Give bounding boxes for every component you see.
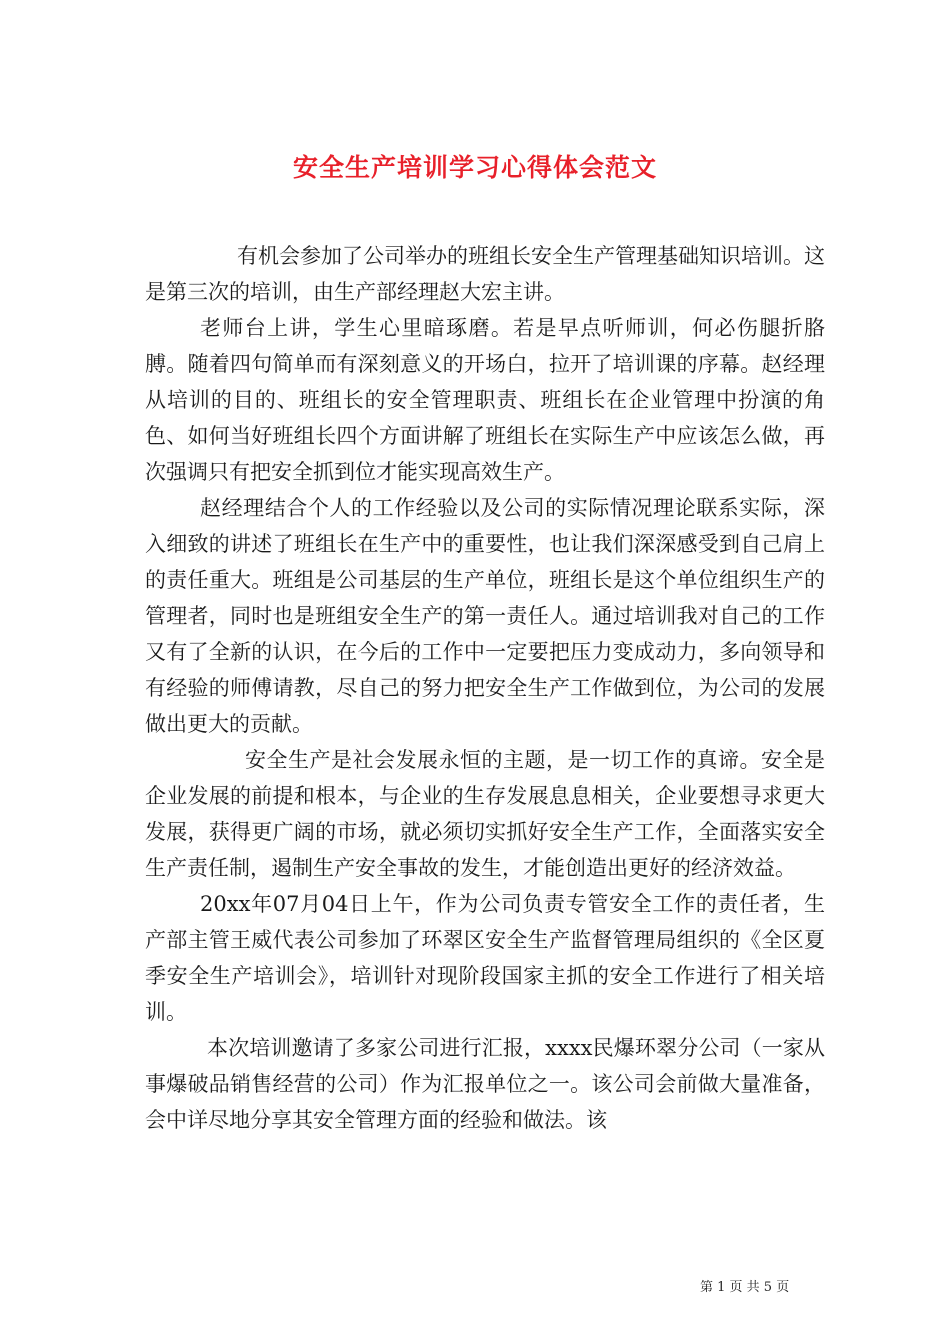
document-title: 安全生产培训学习心得体会范文 <box>292 152 657 182</box>
document-body <box>145 238 825 1138</box>
paragraph-3: 赵经理结合个人的工作经验以及公司的实际情况理论联系实际，深入细致的讲述了班组长在生产中的重要性，也让我们深深感受到自己肩上的责任重大。班组是公司基层的生产单位，班组长是这个单位组织生产的管理者，同时也是班组安全生产的第一责任人。通过培训我对自己的工作又有了全新的认识，在今后的工作中一定要把压力变成动力，多向领导和有经验的师傅请教，尽自己的努力把安全生产工作做到位，为公司的发展做出更大的贡献。 <box>145 496 825 736</box>
paragraph-1: 有机会参加了公司举办的班组长安全生产管理基础知识培训。这是第三次的培训，由生产部经理赵大宏主讲。 <box>145 244 825 304</box>
paragraph-4: 安全生产是社会发展永恒的主题，是一切工作的真谛。安全是企业发展的前提和根本，与企业的生存发展息息相关，企业要想寻求更大发展，获得更广阔的市场，就必须切实抓好安全生产工作，全面落实安全生产责任制，遏制生产安全事故的发生，才能创造出更好的经济效益。 <box>145 748 825 880</box>
paragraph-2: 老师台上讲，学生心里暗琢磨。若是早点听师训，何必伤腿折胳膊。随着四句简单而有深刻意义的开场白，拉开了培训课的序幕。赵经理从培训的目的、班组长的安全管理职责、班组长在企业管理中扮演的角色、如何当好班组长四个方面讲解了班组长在实际生产中应该怎么做，再次强调只有把安全抓到位才能实现高效生产。 <box>145 316 825 484</box>
page-number-footer: 第 1 页 共 5 页 <box>700 1280 790 1295</box>
paragraph-6: 本次培训邀请了多家公司进行汇报，xxxx民爆环翠分公司（一家从事爆破品销售经营的公司）作为汇报单位之一。该公司会前做大量准备，会中详尽地分享其安全管理方面的经验和做法。该 <box>145 1036 825 1132</box>
paragraph-5: 20xx年07月04日上午，作为公司负责专管安全工作的责任者，生产部主管王威代表公司参加了环翠区安全生产监督管理局组织的《全区夏季安全生产培训会》，培训针对现阶段国家主抓的安全工作进行了相关培训。 <box>145 892 825 1024</box>
